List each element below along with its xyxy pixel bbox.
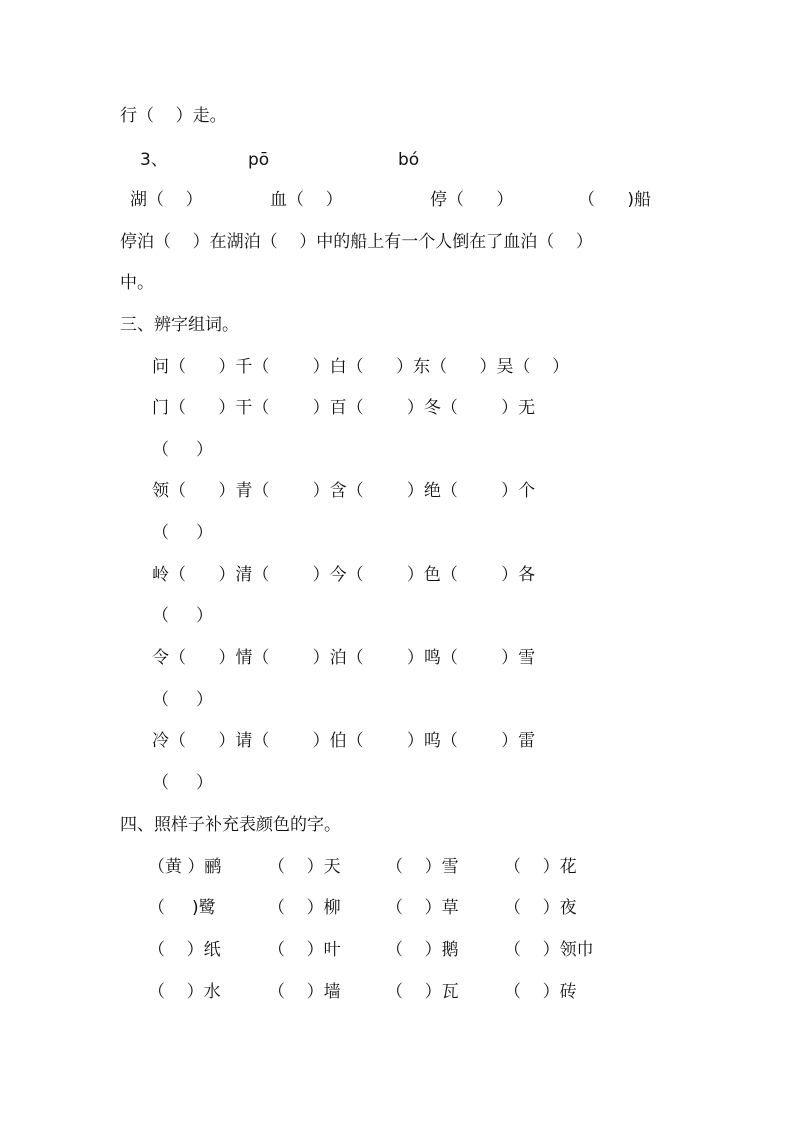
color-item: （ ）纸 xyxy=(148,940,221,960)
group-row-1: 问（ ）千（ ）白（ ）东（ ）吴（ ） xyxy=(152,357,570,377)
color-item: （ ）花 xyxy=(504,857,577,877)
color-item: （ ）天 xyxy=(268,857,341,877)
group-row-2: 门（ ）干（ ）百（ ）冬（ ）无 xyxy=(152,398,536,418)
color-item: （ ）墙 xyxy=(268,982,341,1002)
item-chuan: （ )船 xyxy=(578,190,652,210)
color-item: （ ）叶 xyxy=(268,940,341,960)
group-row-5-cont: （ ） xyxy=(152,690,214,710)
group-row-4-cont: （ ） xyxy=(152,606,214,626)
group-row-3: 领（ ）青（ ）含（ ）绝（ ）个 xyxy=(152,481,536,501)
color-item: （ ）柳 xyxy=(268,898,341,918)
sentence-line: 停泊（ ）在湖泊（ ）中的船上有一个人倒在了血泊（ ） xyxy=(120,232,593,252)
color-item: （ ）瓦 xyxy=(386,982,459,1002)
color-item: （ ）砖 xyxy=(504,982,577,1002)
group-row-3-cont: （ ） xyxy=(152,523,214,543)
question-number-3: 3、 xyxy=(140,150,168,170)
color-item: （ ）鹅 xyxy=(386,940,459,960)
color-item: （ ）领巾 xyxy=(504,940,594,960)
pinyin-bo: bó xyxy=(398,150,420,170)
color-item: （ ）水 xyxy=(148,982,221,1002)
group-row-4: 岭（ ）清（ ）今（ ）色（ ）各 xyxy=(152,565,536,585)
group-row-6-cont: （ ） xyxy=(152,773,214,793)
color-item: （ ）草 xyxy=(386,898,459,918)
text-line-1: 行（ ）走。 xyxy=(120,106,227,126)
pinyin-po: pō xyxy=(248,150,270,170)
color-item: （ )鹭 xyxy=(148,898,216,918)
group-row-6: 冷（ ）请（ ）伯（ ）呜（ ）雷 xyxy=(152,731,536,751)
group-row-2-cont: （ ） xyxy=(152,440,214,460)
item-xue: 血（ ） xyxy=(270,190,343,210)
section-3-title: 三、辨字组词。 xyxy=(120,315,239,335)
group-row-5: 令（ ）情（ ）泊（ ）鸣（ ）雪 xyxy=(152,648,536,668)
color-item: （ ）夜 xyxy=(504,898,577,918)
color-item: （黄 ）鹂 xyxy=(148,857,222,877)
item-hu: 湖（ ） xyxy=(130,190,203,210)
color-item: （ ）雪 xyxy=(386,857,459,877)
item-ting: 停（ ） xyxy=(430,190,514,210)
sentence-end: 中。 xyxy=(120,273,154,293)
section-4-title: 四、照样子补充表颜色的字。 xyxy=(120,815,341,835)
